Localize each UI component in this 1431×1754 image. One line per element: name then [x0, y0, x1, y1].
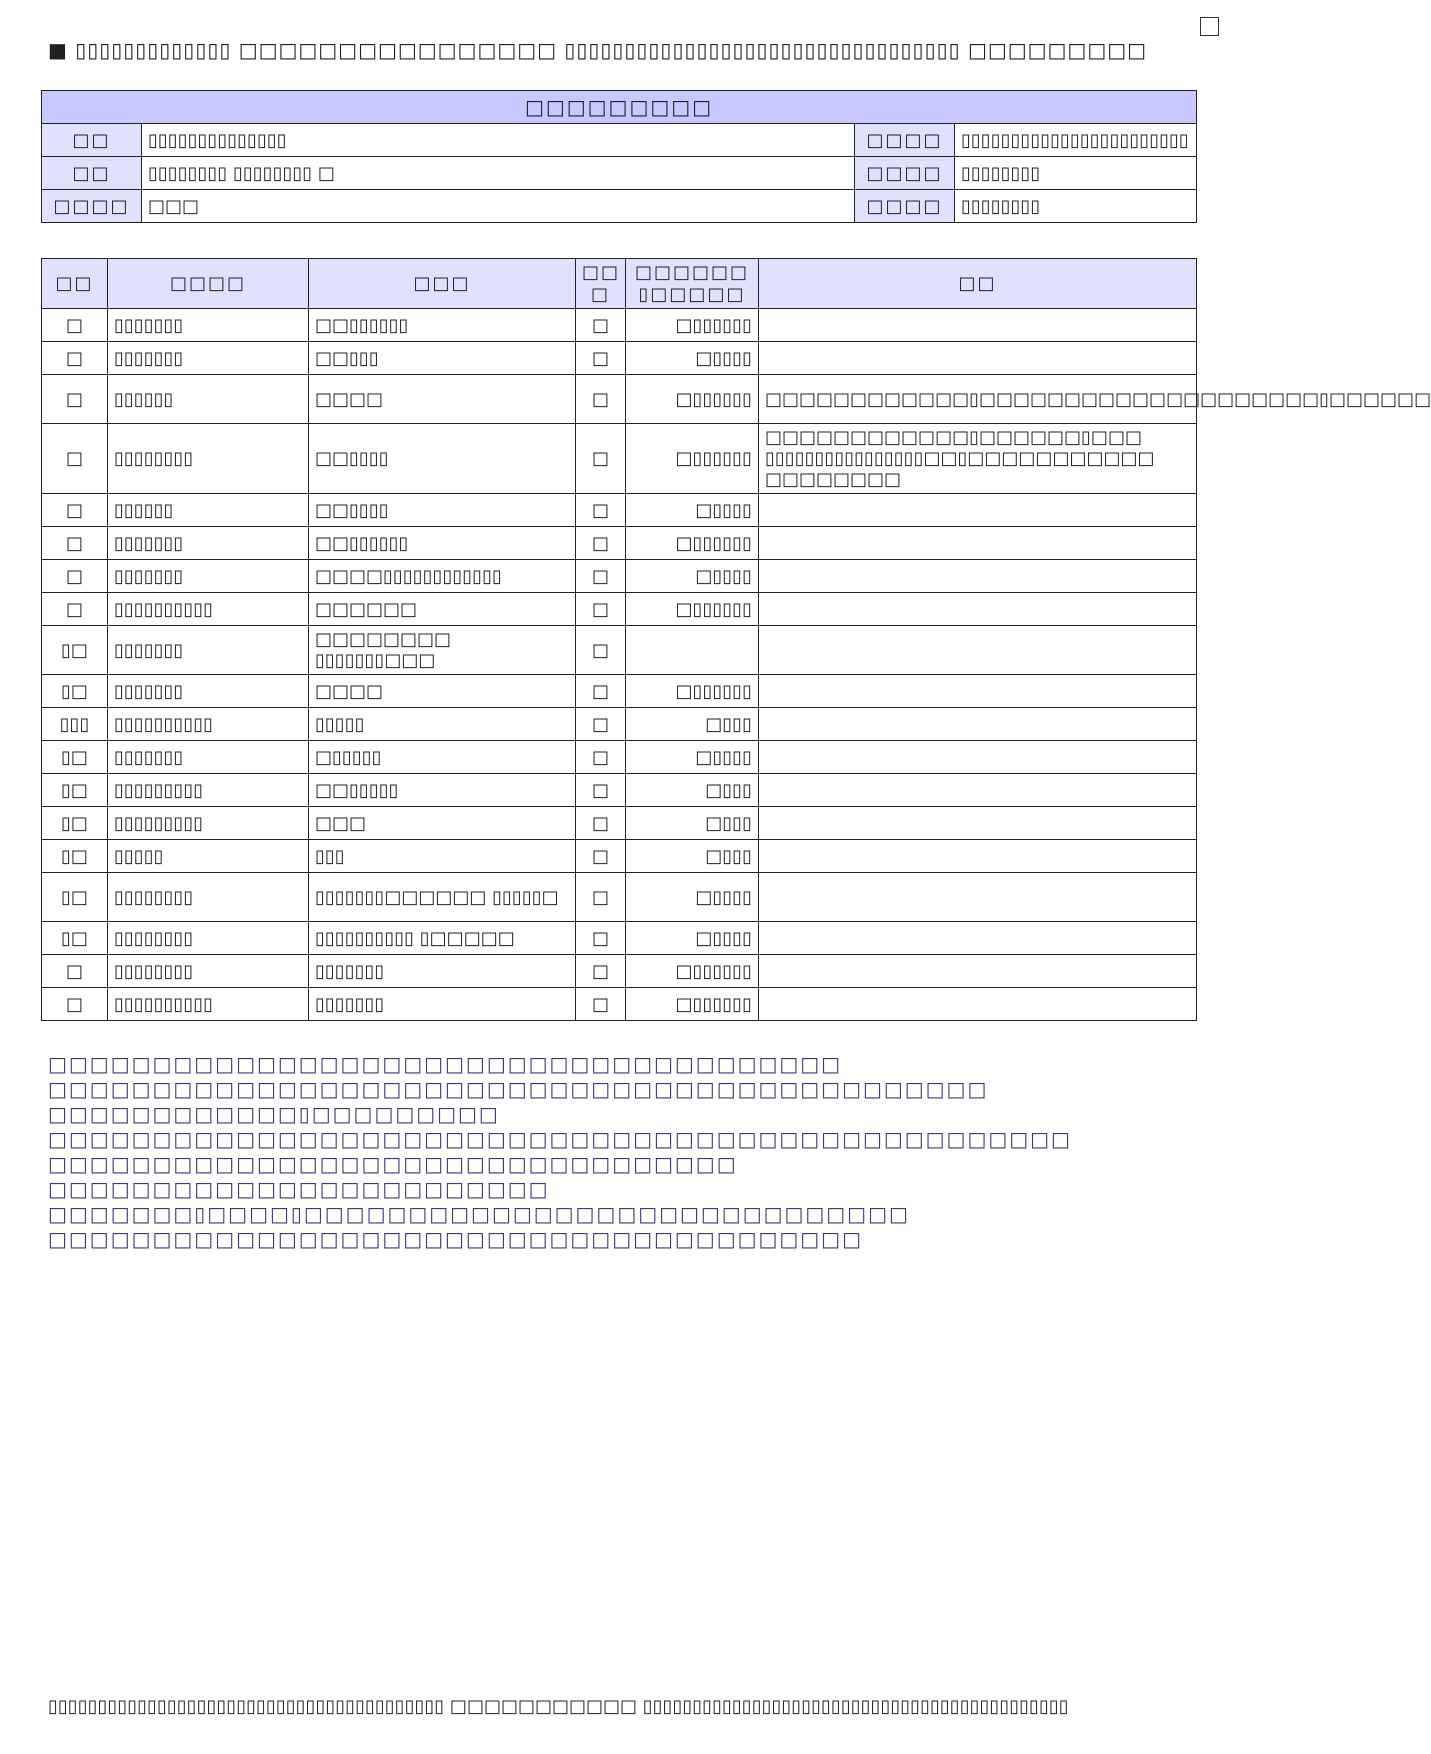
info-table-title: □□□□□□□□□	[42, 91, 1197, 124]
cell-note: □□□□□□□□□□□□▯□□□□□□▯□□□ ▯▯▯▯▯▯▯▯▯▯▯▯▯▯▯▯□□▯□□□□□□□□□□□ □□□□□□□□	[759, 424, 1197, 494]
info-label: □□□□	[42, 190, 142, 223]
cell-no: ▯□	[42, 741, 108, 774]
cell-note: □□□□□□□□□□□□▯□□□□□□□□□□□□□□□□□□□□▯□□□□□□	[759, 375, 1197, 424]
cell-note	[759, 873, 1197, 922]
note-line: □□□□□□□□□□□□□□□□□□□□□□□□□□□□□□□□□□□□□□□□□□□□□	[48, 1077, 989, 1101]
info-row	[42, 190, 1197, 223]
corner-checkbox	[1200, 17, 1219, 36]
cell-qty: □	[576, 807, 626, 840]
cell-code: ▯▯▯▯▯▯▯	[108, 626, 309, 675]
cell-no: □	[42, 424, 108, 494]
cell-name: □□□□□□	[309, 593, 576, 626]
cell-qty: □	[576, 675, 626, 708]
cell-no: □	[42, 494, 108, 527]
cell-qty: □	[576, 873, 626, 922]
note-line: □□□□□□□□□□□□□□□□□□□□□□□□□□□□□□□□□	[48, 1152, 738, 1176]
column-header-name: □□□	[309, 259, 576, 309]
cell-no: ▯□	[42, 774, 108, 807]
cell-code: ▯▯▯▯▯▯▯	[108, 741, 309, 774]
cell-code: ▯▯▯▯▯▯▯	[108, 675, 309, 708]
cell-amount: □▯▯▯	[626, 774, 759, 807]
cell-amount: □▯▯▯▯	[626, 342, 759, 375]
items-header-row	[42, 259, 1197, 309]
table-row	[42, 675, 1197, 708]
cell-qty: □	[576, 988, 626, 1021]
page-footer: ▯▯▯▯▯▯▯▯▯▯▯▯▯▯▯▯▯▯▯▯▯▯▯▯▯▯▯▯▯▯▯▯▯▯▯▯▯▯▯▯ □□□□□□□□□□□ ▯▯▯▯▯▯▯▯▯▯▯▯▯▯▯▯▯▯▯▯▯▯▯▯▯▯▯▯▯▯▯▯▯▯▯▯▯▯▯▯▯▯▯	[48, 1696, 1069, 1717]
items-table	[41, 258, 1431, 1021]
table-row	[42, 774, 1197, 807]
cell-note	[759, 626, 1197, 675]
cell-code: ▯▯▯▯▯	[108, 840, 309, 873]
cell-name: □□▯▯▯▯	[309, 494, 576, 527]
cell-amount: □▯▯▯▯	[626, 741, 759, 774]
cell-amount: □▯▯▯▯	[626, 922, 759, 955]
table-row	[42, 424, 1197, 494]
cell-amount: □▯▯▯▯▯▯	[626, 675, 759, 708]
cell-code: ▯▯▯▯▯▯▯▯▯	[108, 807, 309, 840]
column-header-code: □□□□	[108, 259, 309, 309]
table-row	[42, 840, 1197, 873]
cell-code: ▯▯▯▯▯▯▯	[108, 309, 309, 342]
note-line: □□□□□□□□□□□□□□□□□□□□□□□□□□□□□□□□□□□□□□□	[48, 1227, 863, 1251]
note-line: □□□□□□□□□□□□□□□□□□□□□□□□□□□□□□□□□□□□□□□□□□□□□□□□□	[48, 1127, 1072, 1151]
info-value: ▯▯▯▯▯▯▯▯▯▯▯▯▯▯	[142, 124, 855, 157]
cell-no: □	[42, 309, 108, 342]
cell-qty: □	[576, 741, 626, 774]
info-value: ▯▯▯▯▯▯▯▯▯▯▯▯▯▯▯▯▯▯▯▯▯▯▯	[955, 124, 1197, 157]
column-header-note: □□	[759, 259, 1197, 309]
info-value: ▯▯▯▯▯▯▯▯	[955, 157, 1197, 190]
cell-name: □□▯▯▯	[309, 342, 576, 375]
note-line: □□□□□□□□□□□□□□□□□□□□□□□□	[48, 1177, 550, 1201]
table-row	[42, 494, 1197, 527]
cell-qty: □	[576, 342, 626, 375]
column-header-amount: □□□□□□ ▯□□□□□	[626, 259, 759, 309]
document-heading: ■ ▯▯▯▯▯▯▯▯▯▯▯▯▯ □□□□□□□□□□□□□□□□ ▯▯▯▯▯▯▯▯▯▯▯▯▯▯▯▯▯▯▯▯▯▯▯▯▯▯▯▯▯▯▯▯▯ □□□□□□□□□	[48, 38, 1148, 62]
notes-section	[48, 1052, 1188, 1252]
table-row	[42, 626, 1197, 675]
cell-note	[759, 741, 1197, 774]
info-label: □□□□	[855, 190, 955, 223]
table-row	[42, 955, 1197, 988]
cell-code: ▯▯▯▯▯▯	[108, 494, 309, 527]
cell-no: ▯▯▯	[42, 708, 108, 741]
table-row	[42, 375, 1197, 424]
cell-name: ▯▯▯▯▯▯▯	[309, 988, 576, 1021]
cell-amount: □▯▯▯	[626, 840, 759, 873]
table-row	[42, 342, 1197, 375]
cell-qty: □	[576, 922, 626, 955]
cell-name: □□▯▯▯▯▯	[309, 774, 576, 807]
cell-code: ▯▯▯▯▯▯▯	[108, 560, 309, 593]
cell-code: ▯▯▯▯▯▯▯▯▯▯	[108, 988, 309, 1021]
cell-code: ▯▯▯▯▯▯▯▯	[108, 955, 309, 988]
cell-note	[759, 342, 1197, 375]
cell-qty: □	[576, 593, 626, 626]
cell-name: □□▯▯▯▯▯▯	[309, 309, 576, 342]
cell-qty: □	[576, 560, 626, 593]
info-row	[42, 124, 1197, 157]
table-row	[42, 741, 1197, 774]
cell-amount: □▯▯▯▯▯▯	[626, 424, 759, 494]
cell-no: □	[42, 593, 108, 626]
cell-code: ▯▯▯▯▯▯▯▯	[108, 873, 309, 922]
cell-amount: □▯▯▯▯	[626, 873, 759, 922]
column-header-qty: □□ □	[576, 259, 626, 309]
info-label: □□	[42, 124, 142, 157]
cell-amount: □▯▯▯▯▯▯	[626, 527, 759, 560]
cell-code: ▯▯▯▯▯▯▯▯	[108, 424, 309, 494]
info-table	[41, 90, 1197, 223]
cell-name: ▯▯▯▯▯▯▯	[309, 955, 576, 988]
table-row	[42, 988, 1197, 1021]
cell-note	[759, 840, 1197, 873]
cell-no: ▯□	[42, 873, 108, 922]
cell-name: ▯▯▯	[309, 840, 576, 873]
cell-qty: □	[576, 955, 626, 988]
cell-code: ▯▯▯▯▯▯▯▯▯	[108, 774, 309, 807]
cell-note	[759, 527, 1197, 560]
cell-note	[759, 309, 1197, 342]
cell-qty: □	[576, 424, 626, 494]
cell-name: □□□□□□□□ ▯▯▯▯▯▯▯□□□	[309, 626, 576, 675]
cell-qty: □	[576, 527, 626, 560]
cell-qty: □	[576, 494, 626, 527]
table-row	[42, 922, 1197, 955]
cell-no: ▯□	[42, 807, 108, 840]
table-row	[42, 873, 1197, 922]
cell-no: □	[42, 988, 108, 1021]
cell-amount: □▯▯▯▯▯▯	[626, 593, 759, 626]
cell-note	[759, 955, 1197, 988]
cell-name: ▯▯▯▯▯	[309, 708, 576, 741]
cell-amount: □▯▯▯▯▯▯	[626, 955, 759, 988]
cell-code: ▯▯▯▯▯▯▯	[108, 342, 309, 375]
info-label: □□□□	[855, 124, 955, 157]
table-row	[42, 309, 1197, 342]
cell-amount	[626, 626, 759, 675]
cell-no: ▯□	[42, 840, 108, 873]
table-row	[42, 593, 1197, 626]
cell-name: □□□□	[309, 375, 576, 424]
cell-note	[759, 560, 1197, 593]
cell-qty: □	[576, 375, 626, 424]
info-value: ▯▯▯▯▯▯▯▯ ▯▯▯▯▯▯▯▯ □	[142, 157, 855, 190]
cell-name: □□□□	[309, 675, 576, 708]
cell-amount: □▯▯▯▯▯▯	[626, 375, 759, 424]
cell-name: □□▯▯▯▯	[309, 424, 576, 494]
cell-note	[759, 774, 1197, 807]
cell-amount: □▯▯▯▯	[626, 494, 759, 527]
cell-code: ▯▯▯▯▯▯	[108, 375, 309, 424]
table-row	[42, 807, 1197, 840]
cell-name: ▯▯▯▯▯▯▯□□□□□□ ▯▯▯▯▯□	[309, 873, 576, 922]
cell-no: □	[42, 342, 108, 375]
cell-code: ▯▯▯▯▯▯▯▯	[108, 922, 309, 955]
cell-no: ▯□	[42, 922, 108, 955]
cell-qty: □	[576, 774, 626, 807]
cell-note	[759, 988, 1197, 1021]
cell-no: ▯□	[42, 626, 108, 675]
cell-amount: □▯▯▯▯▯▯	[626, 309, 759, 342]
cell-code: ▯▯▯▯▯▯▯▯▯▯	[108, 593, 309, 626]
cell-code: ▯▯▯▯▯▯▯▯▯▯	[108, 708, 309, 741]
cell-code: ▯▯▯▯▯▯▯	[108, 527, 309, 560]
cell-name: □□□□▯▯▯▯▯▯▯▯▯▯▯▯	[309, 560, 576, 593]
table-row	[42, 560, 1197, 593]
cell-note	[759, 708, 1197, 741]
info-label: □□□□	[855, 157, 955, 190]
cell-note	[759, 675, 1197, 708]
cell-no: □	[42, 560, 108, 593]
cell-no: □	[42, 527, 108, 560]
info-label: □□	[42, 157, 142, 190]
info-value: □□□	[142, 190, 855, 223]
cell-note	[759, 922, 1197, 955]
cell-name: □□▯▯▯▯▯▯	[309, 527, 576, 560]
note-line: □□□□□□□□□□□□▯□□□□□□□□□	[48, 1102, 500, 1126]
cell-amount: □▯▯▯	[626, 807, 759, 840]
cell-note	[759, 807, 1197, 840]
cell-qty: □	[576, 840, 626, 873]
cell-qty: □	[576, 708, 626, 741]
cell-name: □▯▯▯▯▯	[309, 741, 576, 774]
cell-qty: □	[576, 626, 626, 675]
info-value: ▯▯▯▯▯▯▯▯	[955, 190, 1197, 223]
cell-note	[759, 494, 1197, 527]
cell-amount: □▯▯▯▯▯▯	[626, 988, 759, 1021]
cell-no: ▯□	[42, 675, 108, 708]
column-header-no: □□	[42, 259, 108, 309]
cell-no: □	[42, 375, 108, 424]
note-line: □□□□□□□▯□□□□▯□□□□□□□□□□□□□□□□□□□□□□□□□□□□□	[48, 1202, 910, 1226]
cell-amount: □▯▯▯▯	[626, 560, 759, 593]
cell-note	[759, 593, 1197, 626]
cell-name: ▯▯▯▯▯▯▯▯▯▯ ▯□□□□□	[309, 922, 576, 955]
cell-amount: □▯▯▯	[626, 708, 759, 741]
table-row	[42, 527, 1197, 560]
note-line: □□□□□□□□□□□□□□□□□□□□□□□□□□□□□□□□□□□□□□	[48, 1052, 843, 1076]
cell-name: □□□	[309, 807, 576, 840]
info-row	[42, 157, 1197, 190]
cell-qty: □	[576, 309, 626, 342]
cell-no: □	[42, 955, 108, 988]
table-row	[42, 708, 1197, 741]
